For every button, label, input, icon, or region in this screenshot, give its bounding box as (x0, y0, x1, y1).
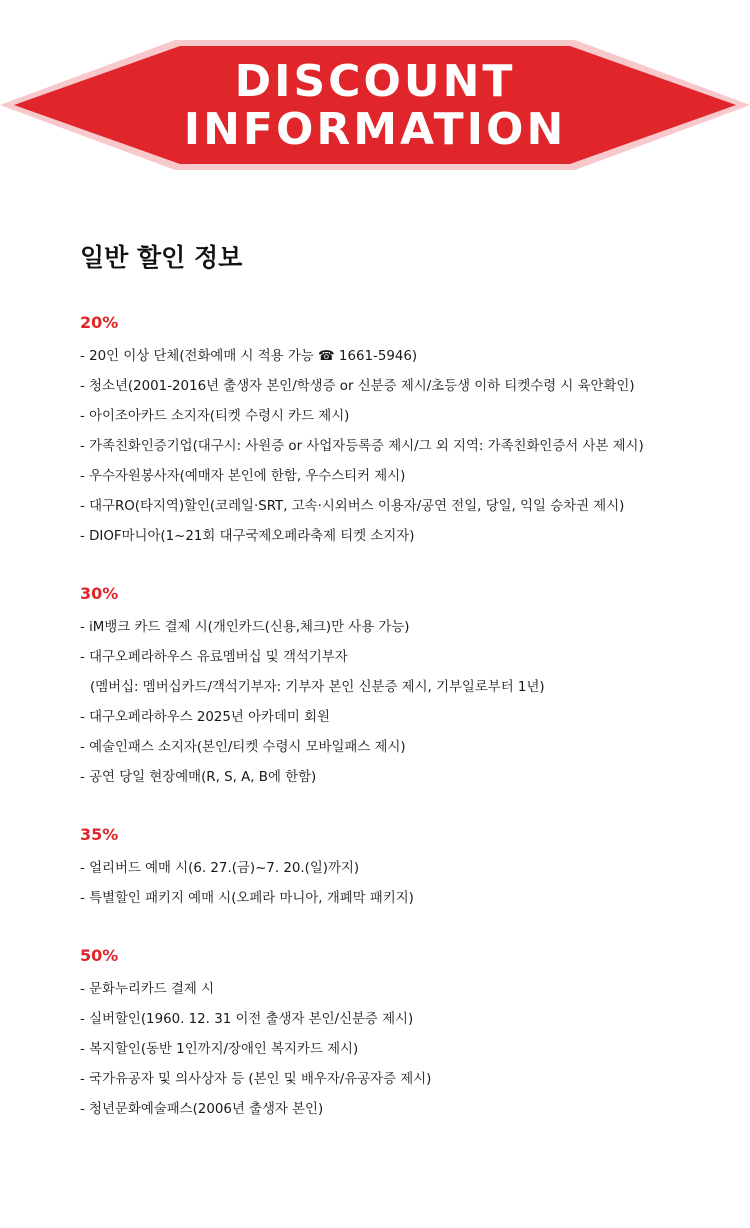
banner-title-line1: DISCOUNT (234, 56, 516, 107)
discount-item: - 복지할인(동반 1인까지/장애인 복지카드 제시) (80, 1042, 359, 1057)
discount-item: - 대구오페라하우스 유료멤버십 및 객석기부자 (80, 650, 348, 665)
discount-group-35 (80, 824, 720, 914)
discount-item: - 우수자원봉사자(예매자 본인에 한함, 우수스티커 제시) (80, 469, 406, 484)
discount-percent: 35% (80, 825, 119, 844)
banner-title-line2: INFORMATION (183, 104, 567, 155)
discount-item: - 가족친화인증기업(대구시: 사원증 or 사업자등록증 제시/그 외 지역: 가족친화인증서 사본 제시) (80, 439, 644, 454)
discount-percent: 20% (80, 313, 119, 332)
discount-percent: 50% (80, 946, 119, 965)
discount-item: - DIOF마니아(1~21회 대구국제오페라축제 티켓 소지자) (80, 529, 415, 544)
discount-group-30 (80, 583, 720, 793)
discount-item: - 청소년(2001-2016년 출생자 본인/학생증 or 신분증 제시/초등생 이하 티켓수령 시 육안확인) (80, 379, 635, 394)
discount-item: - 문화누리카드 결제 시 (80, 982, 215, 997)
banner-title (0, 58, 750, 154)
discount-item: - 예술인패스 소지자(본인/티켓 수령시 모바일패스 제시) (80, 740, 406, 755)
discount-item-note: (멤버십: 멤버십카드/객석기부자: 기부자 본인 신분증 제시, 기부일로부터 1년) (90, 680, 545, 695)
discount-banner (0, 40, 750, 170)
discount-item: - 대구오페라하우스 2025년 아카데미 회원 (80, 710, 330, 725)
discount-item: - 아이조아카드 소지자(티켓 수령시 카드 제시) (80, 409, 350, 424)
discount-group-20 (80, 312, 720, 552)
discount-item: - 대구RO(타지역)할인(코레일·SRT, 고속·시외버스 이용자/공연 전일, 당일, 익일 승차권 제시) (80, 499, 625, 514)
discount-item: - 국가유공자 및 의사상자 등 (본인 및 배우자/유공자증 제시) (80, 1072, 432, 1087)
discount-percent: 30% (80, 584, 119, 603)
discount-group-50 (80, 945, 720, 1125)
discount-content (80, 238, 720, 1156)
discount-item: - 20인 이상 단체(전화예매 시 적용 가능 ☎ 1661-5946) (80, 349, 418, 364)
section-title: 일반 할인 정보 (80, 243, 243, 272)
discount-item: - 얼리버드 예매 시(6. 27.(금)~7. 20.(일)까지) (80, 861, 360, 876)
discount-item: - 특별할인 패키지 예매 시(오페라 마니아, 개폐막 패키지) (80, 891, 414, 906)
discount-item: - 실버할인(1960. 12. 31 이전 출생자 본인/신분증 제시) (80, 1012, 414, 1027)
discount-item: - 공연 당일 현장예매(R, S, A, B에 한함) (80, 770, 317, 785)
discount-item: - 청년문화예술패스(2006년 출생자 본인) (80, 1102, 324, 1117)
discount-item: - iM뱅크 카드 결제 시(개인카드(신용,체크)만 사용 가능) (80, 620, 410, 635)
